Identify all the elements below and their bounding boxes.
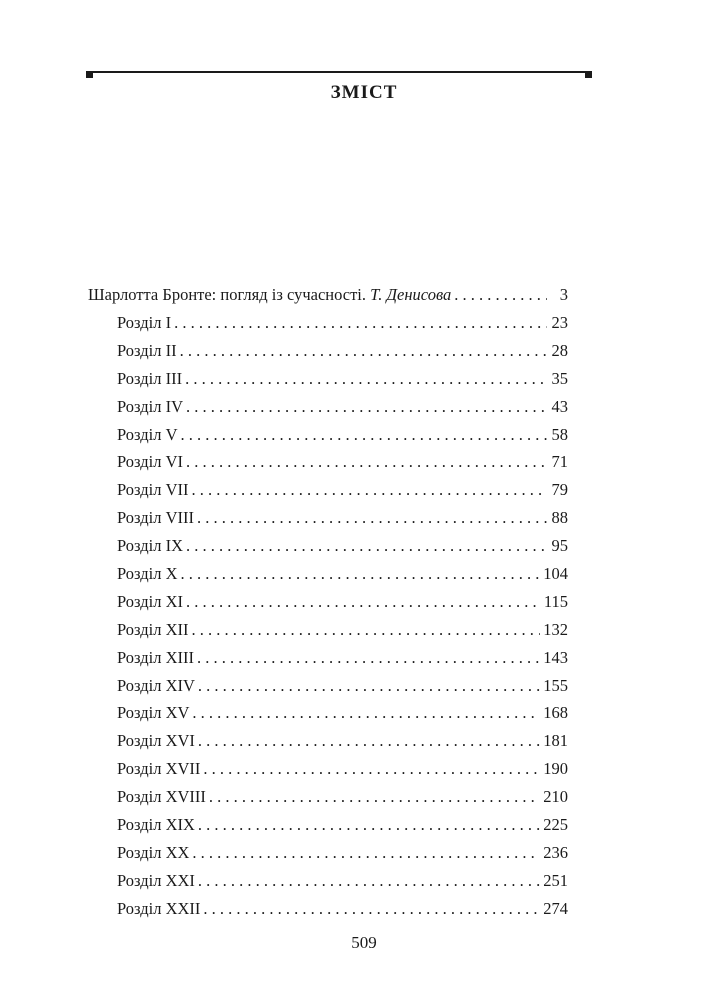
header-square-right <box>585 71 592 78</box>
toc-page-number: 274 <box>543 898 568 918</box>
toc-entry <box>88 504 568 532</box>
toc-entry-title: Розділ VI <box>117 452 183 472</box>
dot-leader <box>198 811 540 839</box>
toc-page-number: 155 <box>543 675 568 695</box>
toc-entry-title: Розділ XII <box>117 619 189 639</box>
toc-entry <box>88 699 568 727</box>
dot-leader <box>197 504 547 532</box>
toc-page-number: 88 <box>551 508 568 528</box>
dot-leader <box>186 588 541 616</box>
dot-leader <box>198 672 540 700</box>
toc-entry <box>88 448 568 476</box>
toc-entry <box>88 616 568 644</box>
toc-page-number: 143 <box>543 647 568 667</box>
toc-entry <box>88 867 568 895</box>
toc-page-number: 115 <box>543 591 568 611</box>
toc-intro-author: Т. Денисова <box>370 285 452 304</box>
dot-leader <box>185 365 547 393</box>
dot-leader <box>454 281 547 309</box>
toc-page-number: 251 <box>543 870 568 890</box>
header-square-left <box>86 71 93 78</box>
dot-leader <box>186 393 547 421</box>
toc-entry-title: Розділ XVI <box>117 731 195 751</box>
toc-page-number: 236 <box>543 842 568 862</box>
toc-page-number: 168 <box>543 703 568 723</box>
toc-entry-title: Розділ XIV <box>117 675 195 695</box>
header-rule <box>86 71 592 73</box>
toc-intro-title: Шарлотта Бронте: погляд із сучасності. <box>88 285 367 304</box>
toc-entry <box>88 476 568 504</box>
dot-leader <box>191 476 547 504</box>
toc-entry <box>88 337 568 365</box>
toc-page-number: 104 <box>543 564 568 584</box>
dot-leader <box>186 448 547 476</box>
toc-entry <box>88 672 568 700</box>
toc-entry <box>88 588 568 616</box>
dot-leader <box>203 895 540 923</box>
toc-entry-title: Розділ XXII <box>117 898 201 918</box>
toc-page-number: 225 <box>543 815 568 835</box>
toc-entry-title: Розділ XX <box>117 842 190 862</box>
toc-entry-intro <box>88 281 568 309</box>
toc-entry <box>88 309 568 337</box>
dot-leader <box>192 699 540 727</box>
dot-leader <box>192 839 540 867</box>
dot-leader <box>198 867 540 895</box>
toc-page-number: 210 <box>543 787 568 807</box>
toc-page-number: 43 <box>551 396 568 416</box>
toc-entry-title: Розділ VII <box>117 480 189 500</box>
toc-entry-title: Розділ V <box>117 424 178 444</box>
toc-page-number: 79 <box>551 480 568 500</box>
table-of-contents <box>88 281 568 923</box>
toc-entry <box>88 560 568 588</box>
toc-entry-title: Розділ XV <box>117 703 190 723</box>
page-number: 509 <box>351 933 377 952</box>
dot-leader <box>198 727 540 755</box>
dot-leader <box>191 616 540 644</box>
toc-page-number: 190 <box>543 759 568 779</box>
toc-entry <box>88 811 568 839</box>
toc-page-number: 35 <box>551 368 568 388</box>
toc-entry <box>88 839 568 867</box>
dot-leader <box>181 421 548 449</box>
toc-entry-title: Розділ X <box>117 564 178 584</box>
toc-entry-title: Розділ XIII <box>117 647 194 667</box>
toc-entry <box>88 895 568 923</box>
toc-entry-title: Розділ XI <box>117 591 183 611</box>
dot-leader <box>203 755 540 783</box>
toc-entry <box>88 532 568 560</box>
toc-entry-title: Розділ I <box>117 313 172 332</box>
toc-entry <box>88 644 568 672</box>
toc-page-number: 23 <box>551 313 568 332</box>
dot-leader <box>174 309 547 337</box>
dot-leader <box>180 337 547 365</box>
toc-entry-title: Розділ II <box>117 340 177 360</box>
dot-leader <box>209 783 540 811</box>
dot-leader <box>181 560 541 588</box>
toc-page-number: 28 <box>551 340 568 360</box>
dot-leader <box>197 644 540 672</box>
dot-leader <box>186 532 547 560</box>
toc-entry-title: Розділ III <box>117 368 183 388</box>
toc-page-number: 71 <box>551 452 568 472</box>
toc-entry <box>88 755 568 783</box>
toc-page-number: 95 <box>551 536 568 556</box>
toc-entry-title: Розділ VIII <box>117 508 194 528</box>
toc-entry <box>88 365 568 393</box>
toc-page-number: 3 <box>559 285 568 304</box>
toc-entry-title: Розділ XVIII <box>117 787 206 807</box>
toc-entry-title <box>88 281 451 309</box>
toc-entry-title: Розділ IV <box>117 396 183 416</box>
toc-entry-title: Розділ XXI <box>117 870 195 890</box>
toc-entry <box>88 783 568 811</box>
toc-page-number: 58 <box>551 424 568 444</box>
toc-entry <box>88 393 568 421</box>
toc-entry <box>88 727 568 755</box>
page-title: ЗМІСТ <box>330 82 398 103</box>
toc-entry-title: Розділ IX <box>117 536 183 556</box>
toc-page-number: 181 <box>543 731 568 751</box>
toc-entry-title: Розділ XVII <box>117 759 201 779</box>
toc-entry <box>88 421 568 449</box>
toc-page-number: 132 <box>543 619 568 639</box>
toc-entry-title: Розділ XIX <box>117 815 195 835</box>
